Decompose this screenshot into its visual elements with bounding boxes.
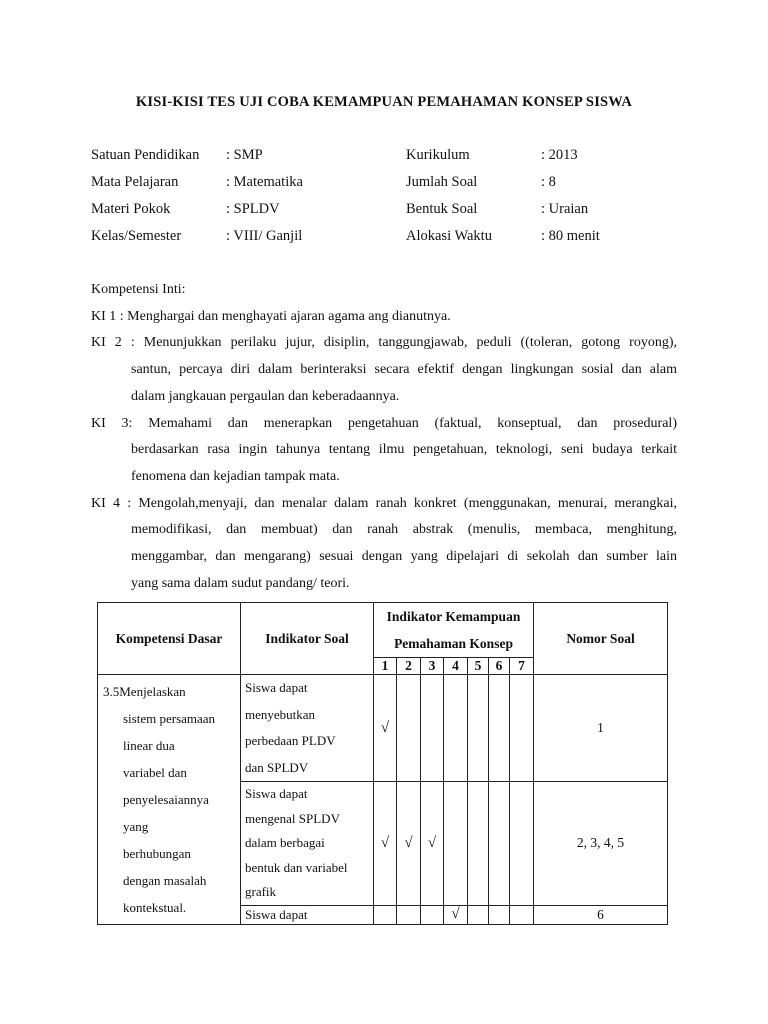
- meta-label-bentuk: Bentuk Soal: [406, 201, 478, 217]
- checkmark-cell: [489, 905, 510, 924]
- header-kompetensi-dasar: Kompetensi Dasar: [98, 603, 241, 675]
- indicator-number-4: 4: [444, 658, 468, 675]
- indikator-line: mengenal SPLDV: [245, 810, 340, 826]
- kd-line: berhubungan: [123, 846, 191, 861]
- kd-line: 3.5Menjelaskan: [103, 684, 186, 699]
- checkmark-cell: [468, 675, 489, 782]
- checkmark-cell: [510, 905, 534, 924]
- checkmark-cell: √: [444, 905, 468, 924]
- meta-value-kelas: : VIII/ Ganjil: [226, 228, 303, 244]
- indikator-line: dalam berbagai: [245, 835, 325, 850]
- checkmark-cell: [468, 905, 489, 924]
- checkmark-cell: [421, 905, 444, 924]
- nomor-soal-cell: 1: [534, 675, 668, 782]
- checkmark-cell: [489, 675, 510, 782]
- ki4-line1: KI 4 : Mengolah,menyaji, dan menalar dalam ranah konkret (menggunakan, menurai, merangkai,: [91, 496, 677, 511]
- indikator-soal-cell: [241, 905, 374, 924]
- kompetensi-dasar-cell: [98, 675, 241, 925]
- header-indikator-soal: Indikator Soal: [241, 603, 374, 675]
- checkmark-cell: [421, 675, 444, 782]
- indikator-line: Siswa dapat: [245, 680, 308, 695]
- kisi-kisi-table: [97, 602, 668, 925]
- indikator-line: Siswa dapat: [245, 906, 308, 922]
- header-indikator-kemampuan-line1: Indikator Kemampuan: [386, 609, 521, 624]
- meta-value-satuan: : SMP: [226, 147, 263, 163]
- kd-line: linear dua: [123, 738, 175, 753]
- indicator-number-1: 1: [374, 658, 397, 675]
- ki3-line1: KI 3: Memahami dan menerapkan pengetahuan (faktual, konseptual, dan prosedural): [91, 416, 677, 431]
- checkmark-cell: √: [421, 782, 444, 906]
- indikator-line: menyebutkan: [245, 706, 316, 722]
- table-row: [98, 675, 668, 782]
- indicator-number-7: 7: [510, 658, 534, 675]
- ki4-line2: memodifikasi, dan membuat) dan ranah abstrak (menulis, membaca, menghitung,: [131, 522, 677, 537]
- nomor-soal-cell: 2, 3, 4, 5: [534, 782, 668, 906]
- meta-label-mapel: Mata Pelajaran: [91, 174, 179, 190]
- indikator-line: grafik: [245, 884, 277, 899]
- meta-label-alokasi: Alokasi Waktu: [406, 228, 492, 244]
- indikator-line: perbedaan PLDV: [245, 733, 336, 748]
- meta-value-alokasi: : 80 menit: [541, 228, 600, 244]
- ki4-line3: menggambar, dan mengarang) sesuai dengan yang dipelajari di sekolah dan sumber lain: [131, 549, 677, 564]
- indikator-line: Siswa dapat: [245, 786, 308, 801]
- checkmark-cell: [468, 782, 489, 906]
- checkmark-cell: √: [374, 782, 397, 906]
- header-indikator-kemampuan-line2: Pemahaman Konsep: [394, 636, 513, 651]
- meta-value-mapel: : Matematika: [226, 174, 303, 190]
- kd-line: sistem persamaan: [123, 711, 216, 726]
- checkmark-cell: [510, 782, 534, 906]
- meta-label-materi: Materi Pokok: [91, 201, 171, 217]
- ki1-text: KI 1 : Menghargai dan menghayati ajaran agama ang dianutnya.: [91, 309, 451, 324]
- indikator-soal-cell: [241, 782, 374, 906]
- ki2-line1: KI 2 : Menunjukkan perilaku jujur, disiplin, tanggungjawab, peduli ((toleran, gotong royong),: [91, 335, 677, 350]
- indicator-number-2: 2: [397, 658, 421, 675]
- header-nomor-soal: Nomor Soal: [534, 603, 668, 675]
- ki2-line2: santun, percaya diri dalam berinteraksi secara efektif dengan lingkungan sosial dan alam: [131, 362, 677, 377]
- indikator-soal-cell: [241, 675, 374, 782]
- meta-label-kelas: Kelas/Semester: [91, 228, 182, 244]
- indikator-line: dan SPLDV: [245, 759, 309, 775]
- meta-label-jumlah: Jumlah Soal: [406, 174, 478, 190]
- ki3-line3: fenomena dan kejadian tampak mata.: [131, 469, 340, 484]
- meta-value-jumlah: : 8: [541, 174, 556, 190]
- indikator-line: bentuk dan variabel: [245, 859, 348, 875]
- kd-line: variabel dan: [123, 765, 187, 780]
- indicator-number-3: 3: [421, 658, 444, 675]
- meta-label-satuan: Satuan Pendidikan: [91, 147, 200, 163]
- indicator-number-5: 5: [468, 658, 489, 675]
- checkmark-cell: [510, 675, 534, 782]
- header-indikator-kemampuan: [374, 603, 534, 658]
- kd-line: penyelesaiannya: [123, 792, 209, 807]
- meta-value-materi: : SPLDV: [226, 201, 280, 217]
- checkmark-cell: √: [374, 675, 397, 782]
- document-title: KISI-KISI TES UJI COBA KEMAMPUAN PEMAHAMAN KONSEP SISWA: [135, 94, 633, 110]
- checkmark-cell: [374, 905, 397, 924]
- ki4-line4: yang sama dalam sudut pandang/ teori.: [131, 576, 350, 591]
- checkmark-cell: [397, 905, 421, 924]
- indicator-number-6: 6: [489, 658, 510, 675]
- checkmark-cell: [397, 675, 421, 782]
- ki2-line3: dalam jangkauan pergaulan dan keberadaannya.: [131, 389, 400, 404]
- nomor-soal-cell: 6: [534, 905, 668, 924]
- kd-line: kontekstual.: [123, 900, 187, 915]
- meta-value-kurikulum: : 2013: [541, 147, 578, 163]
- checkmark-cell: [444, 782, 468, 906]
- kd-line: dengan masalah: [123, 873, 207, 888]
- checkmark-cell: [444, 675, 468, 782]
- meta-label-kurikulum: Kurikulum: [406, 147, 470, 163]
- meta-value-bentuk: : Uraian: [541, 201, 589, 217]
- checkmark-cell: [489, 782, 510, 906]
- checkmark-cell: √: [397, 782, 421, 906]
- ki3-line2: berdasarkan rasa ingin tahunya tentang ilmu pengetahuan, teknologi, seni budaya terkait: [131, 442, 677, 457]
- ki-heading: Kompetensi Inti:: [91, 282, 186, 297]
- kd-line: yang: [123, 819, 149, 834]
